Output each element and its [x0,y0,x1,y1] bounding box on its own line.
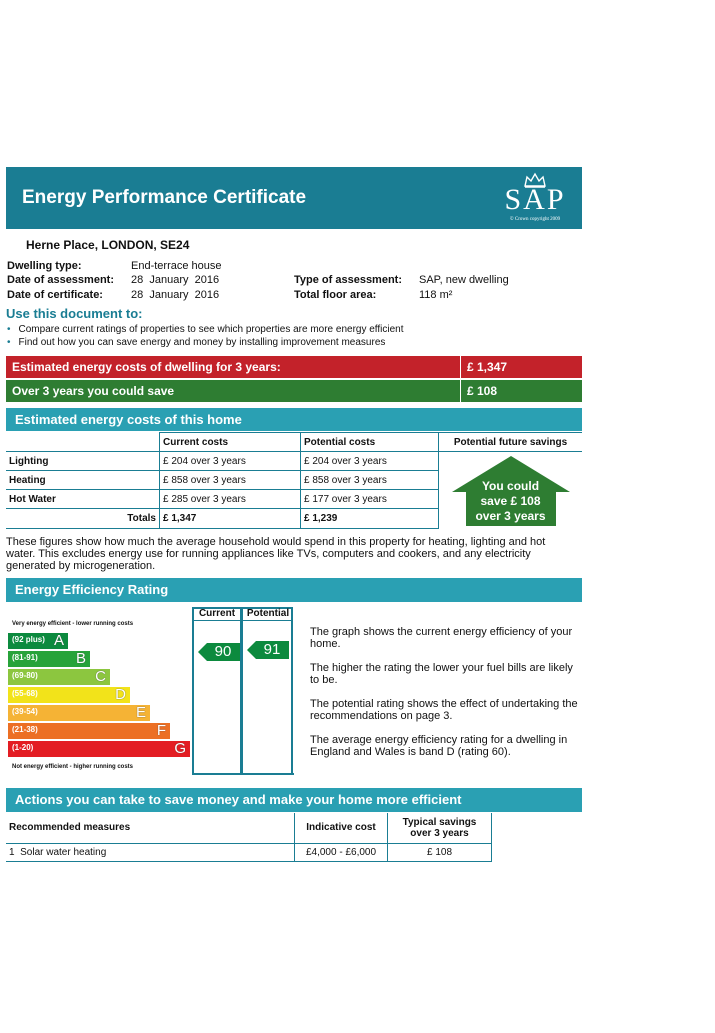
date-assessment-label: Date of assessment: [7,274,114,286]
rating-band-b [8,651,90,667]
property-address: Herne Place, LONDON, SE24 [26,238,190,252]
sap-copyright: © Crown copyright 2009 [509,217,561,222]
savings-value: £ 108 [460,380,583,402]
rating-band-f [8,723,170,739]
rating-text-2: The higher the rating the lower your fuel bills are likely to be. [310,662,573,686]
current-rating-arrow [198,643,240,664]
rating-band-g [8,741,190,757]
table-cell: Heating [6,471,160,490]
use-document-title: Use this document to: [6,306,143,321]
dwelling-type-value: End-terrace house [131,260,222,272]
table-cell: £ 204 over 3 years [160,452,301,471]
band-range: (92 plus) [12,635,45,644]
table-header: Potential costs [301,433,439,452]
savings-bar [6,380,582,402]
table-cell: £ 108 [388,843,492,861]
table-cell [6,433,160,452]
list-item: • Compare current ratings of properties to see which properties are more energy efficient [7,324,404,335]
page-title: Energy Performance Certificate [22,187,307,208]
band-range: (21-38) [12,725,38,734]
table-row [6,843,492,861]
certificate-header [6,167,582,229]
date-certificate-value: 28 January 2016 [131,289,220,301]
table-row [6,452,582,471]
current-column-header: Current [198,608,236,619]
rating-band-d [8,687,130,703]
bottom-note: Not energy efficient - higher running costs [12,764,134,770]
potential-column [241,607,293,775]
costs-section-header [6,408,582,431]
band-letter: A [53,632,64,649]
savings-label: Over 3 years you could save [12,384,175,398]
rating-band-c [8,669,110,685]
rating-text-3: The potential rating shows the effect of undertaking the recommendations on page 3. [310,698,578,722]
band-letter: B [75,650,86,667]
band-letter: E [135,704,146,721]
list-item: • Find out how you can save energy and money by installing improvement measures [7,337,386,348]
actions-table [6,813,492,862]
rating-section-header [6,578,582,602]
band-letter: F [156,722,166,739]
date-assessment-value: 28 January 2016 [131,274,220,286]
floor-area-value: 118 m² [419,289,453,301]
table-header: Recommended measures [6,813,295,843]
estimated-cost-label: Estimated energy costs of dwelling for 3 years: [12,360,281,374]
current-rating-value: 90 [214,643,232,660]
table-row [6,813,492,843]
table-cell: 1 Solar water heating [6,843,295,861]
total-current: £ 1,347 [160,509,301,528]
date-certificate-label: Date of certificate: [7,289,103,301]
table-header: Current costs [160,433,301,452]
costs-description: These figures show how much the average household would spend in this property for heating, lighting and hot water. This excludes energy use for running appliances like TVs, computers and cookers, and any electricity generated by microgeneration. [6,536,546,572]
table-cell: £ 858 over 3 years [301,471,439,490]
table-cell: Lighting [6,452,160,471]
potential-rating-value: 91 [263,641,281,658]
rating-section-title: Energy Efficiency Rating [15,582,169,597]
chart-bottom-border [192,773,294,775]
table-cell: £ 177 over 3 years [301,490,439,509]
rating-text-4: The average energy efficiency rating for a dwelling in England and Wales is band D (rating 60). [310,734,568,758]
type-assessment-value: SAP, new dwelling [419,274,509,286]
potential-column-header: Potential [246,608,290,619]
rating-chart [6,607,294,775]
band-range: (1-20) [12,743,34,752]
type-assessment-label: Type of assessment: [294,274,403,286]
table-cell: Hot Water [6,490,160,509]
band-letter: D [115,686,126,703]
table-cell: £ 285 over 3 years [160,490,301,509]
rating-band-a [8,633,68,649]
costs-section-title: Estimated energy costs of this home [15,412,242,427]
savings-text: You could save £ 108 over 3 years [475,479,546,523]
column-header-divider [192,620,293,621]
total-potential: £ 1,239 [301,509,439,528]
current-column [192,607,242,775]
table-cell: £ 204 over 3 years [301,452,439,471]
table-header: Typical savings over 3 years [388,813,492,843]
savings-cell [439,452,583,529]
band-range: (81-91) [12,653,38,662]
band-range: (39-54) [12,707,38,716]
totals-label: Totals [6,509,160,528]
top-note: Very energy efficient - lower running costs [12,621,134,627]
rating-band-e [8,705,150,721]
table-header: Potential future savings [439,433,583,452]
estimated-cost-value: £ 1,347 [460,356,583,378]
table-row [6,433,582,452]
costs-table [6,432,582,529]
band-range: (69-80) [12,671,38,680]
sap-logo [492,171,578,225]
sap-logo-text: SAP [504,183,566,216]
table-cell: £ 858 over 3 years [160,471,301,490]
band-letter: G [174,740,186,757]
actions-section-title: Actions you can take to save money and make your home more efficient [15,792,462,807]
table-header: Indicative cost [295,813,388,843]
table-cell: £4,000 - £6,000 [295,843,388,861]
floor-area-label: Total floor area: [294,289,377,301]
actions-section-header [6,788,582,812]
estimated-cost-bar [6,356,582,378]
rating-text-1: The graph shows the current energy efficiency of your home. [310,626,573,650]
potential-rating-arrow [247,641,289,662]
band-range: (55-68) [12,689,38,698]
band-letter: C [95,668,106,685]
dwelling-type-label: Dwelling type: [7,260,82,272]
